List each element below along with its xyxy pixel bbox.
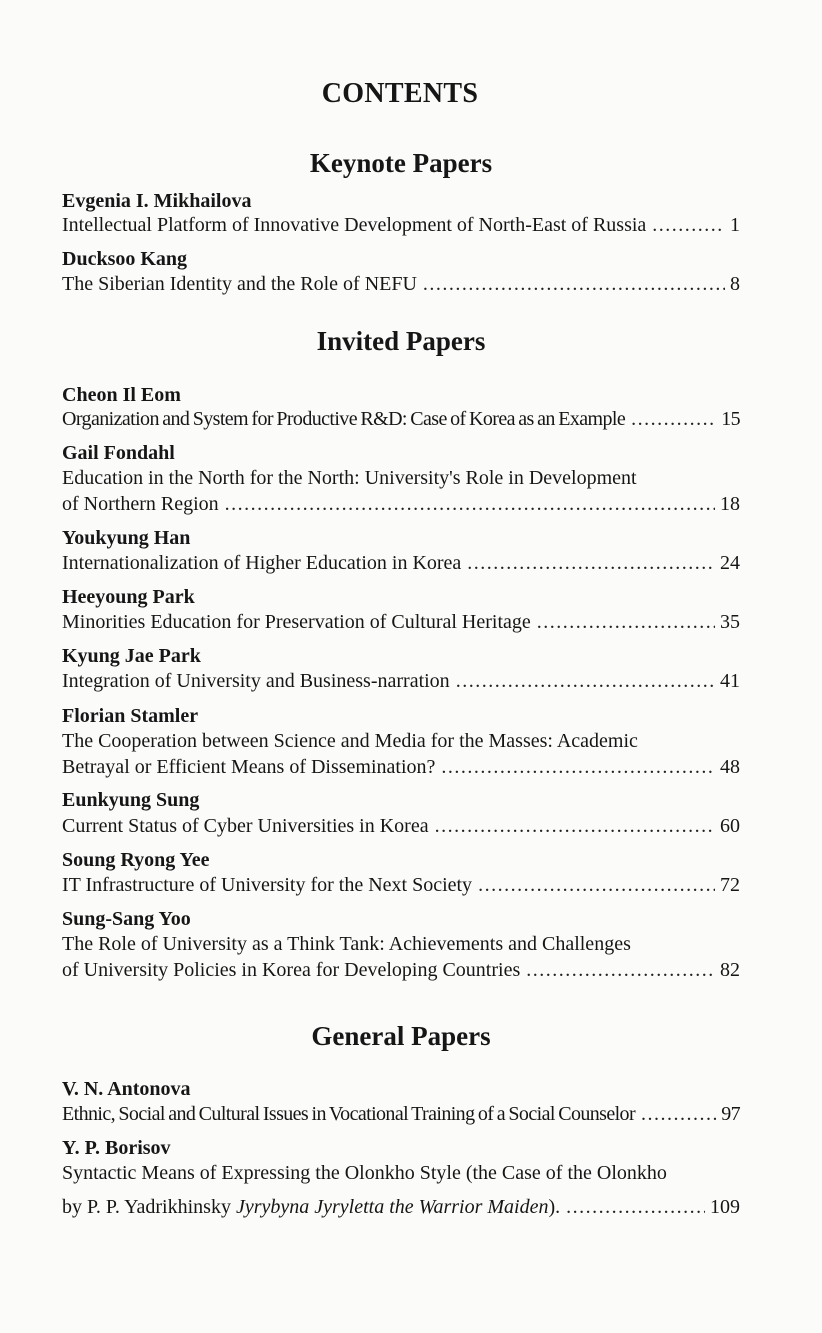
section-title-keynote: Keynote Papers bbox=[309, 148, 493, 178]
dot-leader bbox=[423, 273, 725, 296]
entry-title-continued: of Northern Region bbox=[62, 493, 219, 515]
entry-title: Organization and System for Productive R&D: Case of Korea as an Example bbox=[62, 408, 626, 430]
entry-title: IT Infrastructure of University for the Next Society bbox=[62, 874, 473, 896]
entry-title[interactable]: The Cooperation between Science and Media for the Masses: Academic bbox=[62, 730, 638, 752]
page-number: 109 bbox=[710, 1196, 740, 1218]
entry-title-continued: Betrayal or Efficient Means of Dissemination? bbox=[62, 756, 436, 778]
section-title-general: General Papers bbox=[311, 1021, 491, 1051]
page-number: 8 bbox=[730, 273, 740, 295]
dot-leader bbox=[652, 214, 725, 237]
entry-author: Sung-Sang Yoo bbox=[62, 908, 191, 930]
work-title-italic: Jyrybyna Jyryletta the Warrior Maiden bbox=[235, 1196, 549, 1218]
dot-leader bbox=[467, 552, 715, 575]
dot-leader bbox=[456, 670, 715, 693]
entry-author: Kyung Jae Park bbox=[62, 645, 201, 667]
entry-title[interactable]: Syntactic Means of Expressing the Olonkho Style (the Case of the Olonkho bbox=[62, 1162, 667, 1184]
toc-entry-line[interactable] bbox=[62, 756, 740, 779]
entry-title: The Siberian Identity and the Role of NEFU bbox=[62, 273, 417, 295]
entry-title: Intellectual Platform of Innovative Development of North-East of Russia bbox=[62, 214, 647, 236]
entry-title: Internationalization of Higher Education in Korea bbox=[62, 552, 462, 574]
entry-title: Minorities Education for Preservation of Cultural Heritage bbox=[62, 611, 531, 633]
dot-leader bbox=[537, 611, 715, 634]
entry-title: Ethnic, Social and Cultural Issues in Vocational Training of a Social Counselor bbox=[62, 1103, 636, 1125]
entry-title-continued bbox=[62, 1196, 560, 1219]
page-number: 1 bbox=[730, 214, 740, 236]
entry-author: V. N. Antonova bbox=[62, 1078, 191, 1100]
toc-entry-line[interactable] bbox=[62, 815, 740, 838]
page-number: 15 bbox=[721, 408, 740, 430]
entry-author: Evgenia I. Mikhailova bbox=[62, 190, 252, 212]
dot-leader bbox=[435, 815, 715, 838]
page-number: 60 bbox=[720, 815, 740, 837]
page-number: 35 bbox=[720, 611, 740, 633]
toc-entry-line[interactable] bbox=[62, 408, 740, 431]
toc-entry-line[interactable] bbox=[62, 1196, 740, 1219]
dot-leader bbox=[478, 874, 715, 897]
toc-entry-line[interactable] bbox=[62, 611, 740, 634]
entry-title-continued: of University Policies in Korea for Developing Countries bbox=[62, 959, 521, 981]
dot-leader bbox=[566, 1196, 705, 1219]
section-title-invited: Invited Papers bbox=[316, 326, 486, 356]
page-number: 41 bbox=[720, 670, 740, 692]
entry-author: Gail Fondahl bbox=[62, 442, 175, 464]
page-number: 82 bbox=[720, 959, 740, 981]
toc-entry-line[interactable] bbox=[62, 959, 740, 982]
entry-author: Youkyung Han bbox=[62, 527, 191, 549]
dot-leader bbox=[526, 959, 715, 982]
dot-leader bbox=[631, 408, 716, 431]
dot-leader bbox=[641, 1103, 716, 1126]
entry-title: Current Status of Cyber Universities in Korea bbox=[62, 815, 429, 837]
entry-author: Eunkyung Sung bbox=[62, 789, 200, 811]
toc-entry-line[interactable] bbox=[62, 214, 740, 237]
entry-title[interactable]: Education in the North for the North: University's Role in Development bbox=[62, 467, 637, 489]
page-number: 48 bbox=[720, 756, 740, 778]
entry-title[interactable]: The Role of University as a Think Tank: Achievements and Challenges bbox=[62, 933, 631, 955]
entry-title-prefix: by P. P. Yadrikhinsky bbox=[62, 1196, 236, 1218]
toc-entry-line[interactable] bbox=[62, 670, 740, 693]
page-number: 18 bbox=[720, 493, 740, 515]
entry-title-suffix: ). bbox=[548, 1196, 561, 1218]
entry-author: Ducksoo Kang bbox=[62, 248, 188, 270]
entry-author: Cheon Il Eom bbox=[62, 384, 181, 406]
entry-author: Y. P. Borisov bbox=[62, 1137, 171, 1159]
page-number: 24 bbox=[720, 552, 740, 574]
toc-entry-line[interactable] bbox=[62, 273, 740, 296]
dot-leader bbox=[441, 756, 715, 779]
page-number: 72 bbox=[720, 874, 740, 896]
contents-heading: CONTENTS bbox=[321, 78, 479, 109]
dot-leader bbox=[225, 493, 715, 516]
toc-entry-line[interactable] bbox=[62, 552, 740, 575]
entry-author: Soung Ryong Yee bbox=[62, 849, 210, 871]
entry-author: Heeyoung Park bbox=[62, 586, 195, 608]
entry-author: Florian Stamler bbox=[62, 705, 199, 727]
entry-title: Integration of University and Business-narration bbox=[62, 670, 450, 692]
page-number: 97 bbox=[721, 1103, 740, 1125]
toc-entry-line[interactable] bbox=[62, 493, 740, 516]
toc-entry-line[interactable] bbox=[62, 874, 740, 897]
toc-entry-line[interactable] bbox=[62, 1103, 740, 1126]
